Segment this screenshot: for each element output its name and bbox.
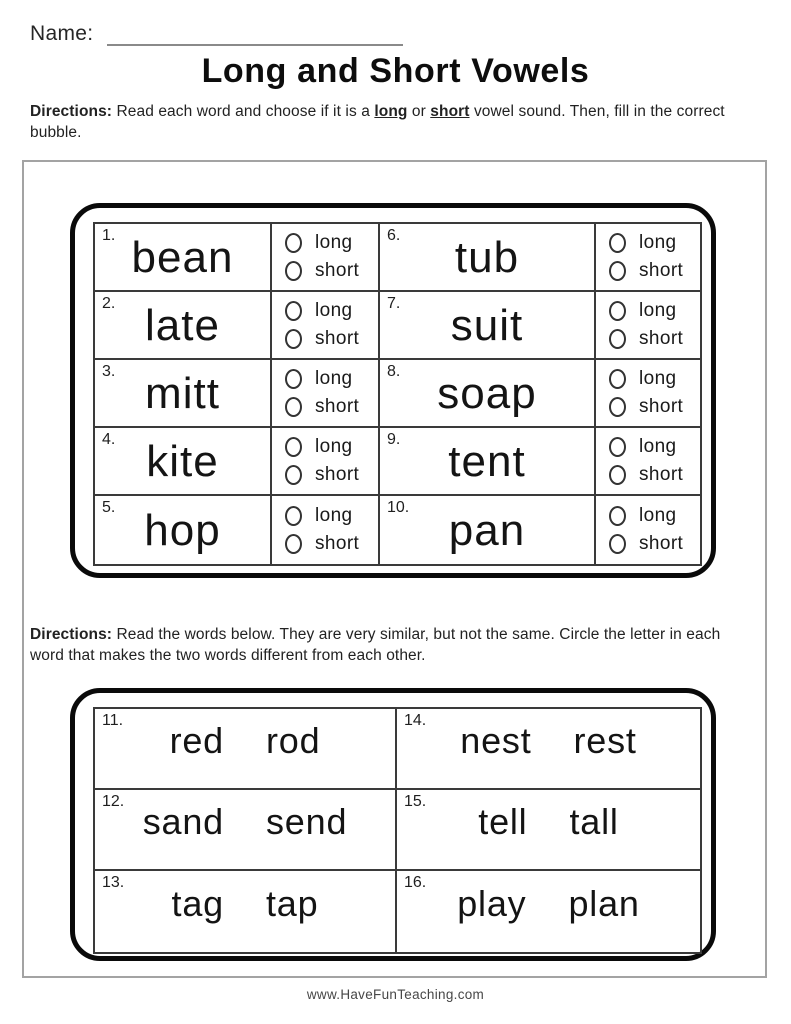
directions-top-emph-long: long [374,103,408,120]
bubble-circle-icon[interactable] [609,397,626,417]
directions-top-text-1: Read each word and choose if it is a [112,103,375,120]
pair-word-1[interactable]: nest [460,720,532,762]
item-number: 7. [387,295,401,312]
bubble-long-item-7[interactable] [609,300,700,322]
table-row [380,428,596,496]
item-number: 1. [102,227,116,244]
item-word: late [145,301,220,350]
item-number: 13. [102,873,125,891]
item-number: 10. [387,499,410,516]
bubble-circle-icon[interactable] [285,329,302,349]
directions-middle [30,624,752,667]
bubble-cell-item-9 [596,428,700,496]
pair-word-1[interactable]: play [457,883,527,925]
word-pair [460,720,636,762]
bubble-circle-icon[interactable] [609,369,626,389]
bubble-circle-icon[interactable] [285,397,302,417]
directions-top-emph-short: short [430,103,470,120]
pair-cell-item-15 [397,790,700,871]
item-number: 11. [102,711,124,729]
table-row [380,224,596,292]
bubble-cell-item-6 [596,224,700,292]
pair-cell-item-12 [95,790,397,871]
item-number: 5. [102,499,116,516]
word-pair [170,720,321,762]
bubble-cell-item-4 [272,428,380,496]
table-row [95,360,272,428]
bubble-short-item-9[interactable] [609,464,700,486]
bubble-cell-item-2 [272,292,380,360]
page-title: Long and Short Vowels [201,52,590,90]
bubble-long-item-3[interactable] [285,368,378,390]
bubble-long-label: long [639,232,677,253]
bubble-short-label: short [315,533,360,554]
bubble-short-label: short [315,396,360,417]
pair-word-1[interactable]: tell [478,801,528,843]
item-word: hop [144,506,221,555]
item-number: 16. [404,873,427,891]
bubble-long-item-5[interactable] [285,505,378,527]
word-pair [457,883,640,925]
bubble-long-label: long [639,300,677,321]
item-number: 2. [102,295,116,312]
bubble-long-item-2[interactable] [285,300,378,322]
pair-word-2[interactable]: rod [266,720,321,762]
bubble-circle-icon[interactable] [609,261,626,281]
directions-middle-text: Read the words below. They are very similar, but not the same. Circle the letter in each word that makes the two words different from each other. [30,626,721,665]
bubble-circle-icon[interactable] [285,506,302,526]
table-row [95,292,272,360]
table-row [380,496,596,564]
bubble-short-label: short [315,328,360,349]
word-pair [143,801,348,843]
item-word: kite [146,437,219,486]
bubble-circle-icon[interactable] [285,301,302,321]
table-row [95,224,272,292]
pair-cell-item-11 [95,709,397,790]
bubble-cell-item-3 [272,360,380,428]
bubble-short-item-8[interactable] [609,396,700,418]
worksheet-frame [22,160,767,978]
bubble-short-item-3[interactable] [285,396,378,418]
bubble-long-item-10[interactable] [609,505,700,527]
word-pair [172,883,319,925]
bubble-long-item-8[interactable] [609,368,700,390]
item-number: 4. [102,431,116,448]
item-word: tent [448,437,526,486]
item-number: 9. [387,431,401,448]
pair-word-2[interactable]: plan [568,883,640,925]
item-word: suit [450,301,524,350]
bubble-circle-icon[interactable] [285,233,302,253]
bubble-circle-icon[interactable] [285,534,302,554]
bubble-short-label: short [639,533,684,554]
bubble-short-label: short [639,328,684,349]
directions-top-label: Directions: [30,103,113,120]
item-word: pan [448,506,526,555]
bubble-circle-icon[interactable] [285,369,302,389]
pair-word-1[interactable]: red [169,720,224,762]
bubble-cell-item-1 [272,224,380,292]
directions-top-text-3: vowel sound. Then, fill in the correct bubble. [30,103,725,142]
bubble-long-label: long [315,436,353,457]
directions-top-text-2: or [407,103,431,120]
bubble-cell-item-5 [272,496,380,564]
item-number: 15. [404,792,427,810]
bubble-circle-icon[interactable] [285,437,302,457]
directions-top [30,101,762,144]
table-row [95,428,272,496]
bubble-long-item-1[interactable] [285,232,378,254]
bubble-long-item-9[interactable] [609,436,700,458]
bubble-long-label: long [639,368,677,389]
bubble-short-label: short [639,260,684,281]
bubble-circle-icon[interactable] [609,534,626,554]
bubble-cell-item-8 [596,360,700,428]
bubble-circle-icon[interactable] [609,233,626,253]
item-word: tub [454,233,520,282]
pair-word-2[interactable]: tap [266,883,319,925]
item-number: 3. [102,363,116,380]
table-row [380,292,596,360]
bubble-cell-item-10 [596,496,700,564]
pair-word-2[interactable]: send [266,801,348,843]
bubble-short-item-1[interactable] [285,260,378,282]
bubble-long-label: long [639,505,677,526]
bubble-short-label: short [315,464,360,485]
name-row [30,22,403,46]
bubble-short-item-5[interactable] [285,533,378,555]
footer-url: www.HaveFunTeaching.com [306,987,485,1002]
bubble-short-label: short [639,396,684,417]
pair-word-1[interactable]: sand [142,801,224,843]
vowel-table [93,222,702,566]
bubble-circle-icon[interactable] [609,506,626,526]
pair-cell-item-13 [95,871,397,952]
name-label: Name: [30,22,94,45]
pair-table-box [70,688,716,961]
item-number: 6. [387,227,401,244]
item-number: 8. [387,363,401,380]
bubble-circle-icon[interactable] [609,329,626,349]
bubble-long-label: long [315,232,353,253]
bubble-circle-icon[interactable] [285,261,302,281]
bubble-long-item-4[interactable] [285,436,378,458]
bubble-short-item-2[interactable] [285,328,378,350]
word-pair [478,801,618,843]
bubble-circle-icon[interactable] [609,301,626,321]
bubble-long-item-6[interactable] [609,232,700,254]
bubble-long-label: long [315,368,353,389]
pair-word-2[interactable]: rest [573,720,637,762]
item-word: bean [131,233,234,282]
item-word: mitt [145,369,220,418]
bubble-long-label: long [315,300,353,321]
bubble-short-item-6[interactable] [609,260,700,282]
bubble-short-item-7[interactable] [609,328,700,350]
item-number: 14. [404,711,427,729]
bubble-long-label: long [315,505,353,526]
bubble-cell-item-7 [596,292,700,360]
bubble-circle-icon[interactable] [285,465,302,485]
pair-word-1[interactable]: tag [171,883,224,925]
bubble-circle-icon[interactable] [609,465,626,485]
vowel-table-box [70,203,716,578]
table-row [380,360,596,428]
bubble-short-label: short [639,464,684,485]
item-word: soap [437,369,537,418]
item-number: 12. [102,792,125,810]
pair-cell-item-16 [397,871,700,952]
pair-table [93,707,702,954]
bubble-short-item-10[interactable] [609,533,700,555]
bubble-short-item-4[interactable] [285,464,378,486]
bubble-short-label: short [315,260,360,281]
bubble-circle-icon[interactable] [609,437,626,457]
pair-word-2[interactable]: tall [569,801,619,843]
name-input-line[interactable] [107,22,403,46]
pair-cell-item-14 [397,709,700,790]
bubble-long-label: long [639,436,677,457]
table-row [95,496,272,564]
directions-middle-label: Directions: [30,626,113,643]
